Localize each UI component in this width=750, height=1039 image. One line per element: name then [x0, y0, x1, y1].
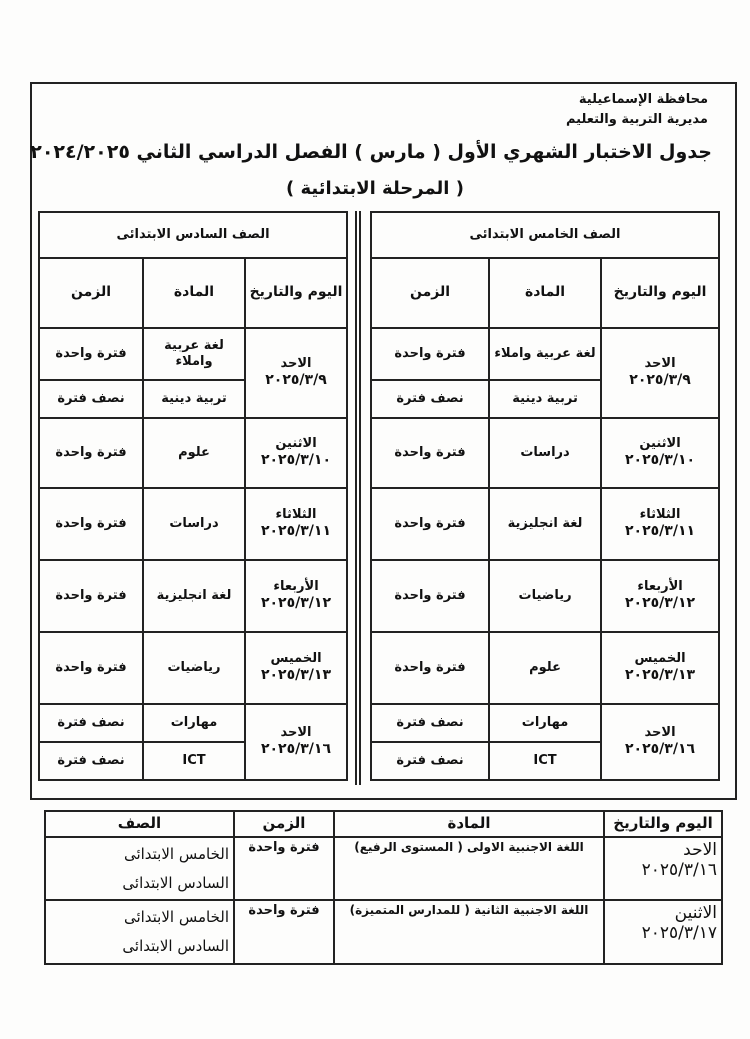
time-cell: فترة واحدة	[39, 328, 143, 380]
table-row: الخميس ٢٠٢٥/٣/١٣	[245, 632, 347, 704]
time-cell: نصف فترة	[371, 742, 489, 780]
time-cell: نصف فترة	[39, 742, 143, 780]
table-row: الاحد ٢٠٢٥/٣/١٦	[601, 704, 719, 780]
languages-header-time: الزمن	[234, 811, 334, 837]
grade-cell: الخامس الابتدائى السادس الابتدائى	[45, 837, 234, 900]
subject-cell: مهارات	[489, 704, 601, 742]
languages-header-grade: الصف	[45, 811, 234, 837]
time-cell: فترة واحدة	[39, 632, 143, 704]
time-cell: فترة واحدة	[234, 900, 334, 964]
grade5-header-day: اليوم والتاريخ	[601, 258, 719, 328]
grade5-header-time: الزمن	[371, 258, 489, 328]
time-cell: فترة واحدة	[371, 560, 489, 632]
subject-cell: تربية دينية	[489, 380, 601, 418]
subject-cell: رياضيات	[143, 632, 245, 704]
subject-cell: ICT	[489, 742, 601, 780]
subject-cell: دراسات	[143, 488, 245, 560]
subject-cell: اللغة الاجنبية الاولى ( المستوى الرفيع)	[334, 837, 604, 900]
time-cell: فترة واحدة	[39, 488, 143, 560]
subject-cell: دراسات	[489, 418, 601, 488]
subject-cell: رياضيات	[489, 560, 601, 632]
languages-header-day: اليوم والتاريخ	[604, 811, 722, 837]
table-row: الاحد ٢٠٢٥/٣/٩	[245, 328, 347, 418]
table-row: الأربعاء ٢٠٢٥/٣/١٢	[245, 560, 347, 632]
time-cell: فترة واحدة	[39, 418, 143, 488]
subject-cell: لغة انجليزية	[489, 488, 601, 560]
grade6-header-time: الزمن	[39, 258, 143, 328]
table-row: الاحد ٢٠٢٥/٣/١٦	[245, 704, 347, 780]
time-cell: نصف فترة	[371, 704, 489, 742]
time-cell: نصف فترة	[39, 704, 143, 742]
languages-header-subject: المادة	[334, 811, 604, 837]
table-row: الاثنين ٢٠٢٥/٣/١٠	[245, 418, 347, 488]
grade-cell: الخامس الابتدائى السادس الابتدائى	[45, 900, 234, 964]
time-cell: نصف فترة	[39, 380, 143, 418]
subject-cell: علوم	[143, 418, 245, 488]
page-title: جدول الاختبار الشهري الأول ( مارس ) الفصل الدراسي الثاني ٢٠٢٤/٢٠٢٥	[30, 141, 712, 163]
subject-cell: لغة عربية واملاء	[489, 328, 601, 380]
subject-cell: اللغة الاجنبية الثانية ( للمدارس المتميزة)	[334, 900, 604, 964]
time-cell: فترة واحدة	[371, 418, 489, 488]
grade6-header-day: اليوم والتاريخ	[245, 258, 347, 328]
grade6-header-subject: المادة	[143, 258, 245, 328]
table-row: الاثنين ٢٠٢٥/٣/١٧	[604, 900, 722, 964]
table-row: الاحد ٢٠٢٥/٣/١٦	[604, 837, 722, 900]
subject-cell: تربية دينية	[143, 380, 245, 418]
governorate-label: محافظة الإسماعيلية	[578, 92, 708, 107]
table-row: الأربعاء ٢٠٢٥/٣/١٢	[601, 560, 719, 632]
directorate-label: مديرية التربية والتعليم	[565, 112, 708, 127]
column-divider	[355, 211, 361, 785]
grade5-header-subject: المادة	[489, 258, 601, 328]
time-cell: فترة واحدة	[371, 328, 489, 380]
table-row: الاثنين ٢٠٢٥/٣/١٠	[601, 418, 719, 488]
time-cell: نصف فترة	[371, 380, 489, 418]
subject-cell: ICT	[143, 742, 245, 780]
grade5-table	[370, 211, 720, 781]
time-cell: فترة واحدة	[371, 488, 489, 560]
stage-title: ( المرحلة الابتدائية )	[286, 178, 464, 199]
table-row: الاحد ٢٠٢٥/٣/٩	[601, 328, 719, 418]
subject-cell: علوم	[489, 632, 601, 704]
languages-table	[44, 810, 723, 965]
subject-cell: لغة انجليزية	[143, 560, 245, 632]
grade6-title: الصف السادس الابتدائى	[39, 212, 347, 258]
subject-cell: لغة عربية واملاء	[143, 328, 245, 380]
grade5-title: الصف الخامس الابتدائى	[371, 212, 719, 258]
time-cell: فترة واحدة	[371, 632, 489, 704]
time-cell: فترة واحدة	[39, 560, 143, 632]
table-row: الثلاثاء ٢٠٢٥/٣/١١	[601, 488, 719, 560]
subject-cell: مهارات	[143, 704, 245, 742]
grade6-table	[38, 211, 348, 781]
table-row: الخميس ٢٠٢٥/٣/١٣	[601, 632, 719, 704]
time-cell: فترة واحدة	[234, 837, 334, 900]
table-row: الثلاثاء ٢٠٢٥/٣/١١	[245, 488, 347, 560]
